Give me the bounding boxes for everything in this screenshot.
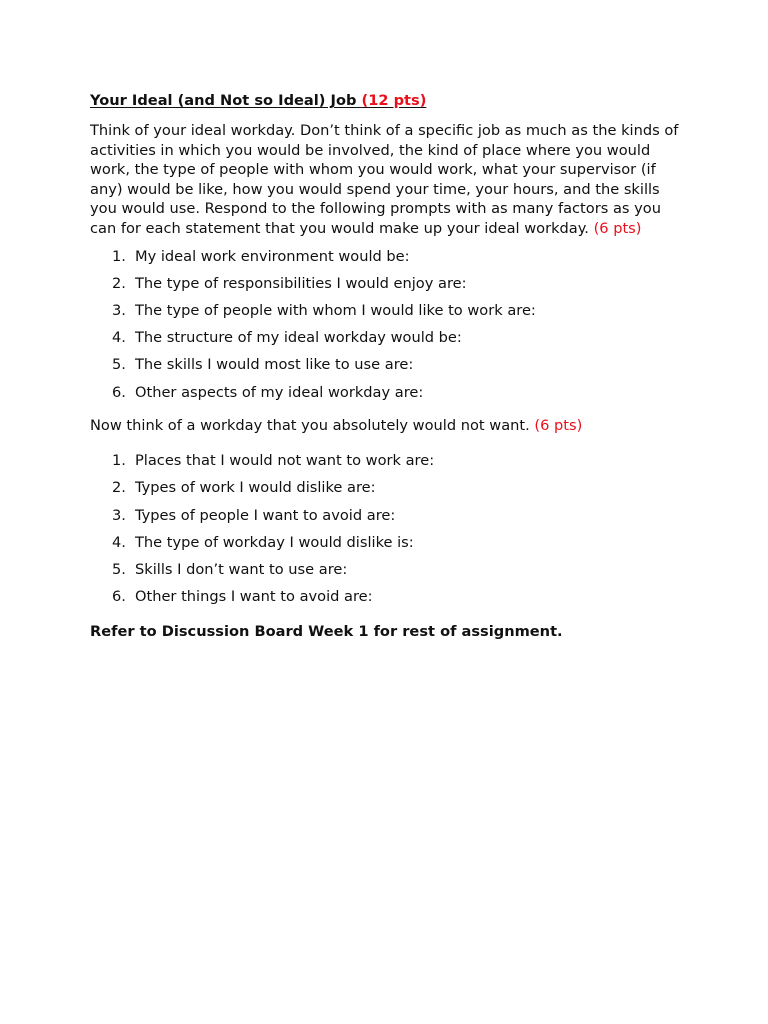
list-number: 1. [112,452,126,470]
list-number: 3. [112,301,126,319]
not-ideal-workday-list [90,451,690,614]
list-text: The skills I would most like to use are: [135,356,414,374]
list-item [90,451,690,478]
list-number: 3. [112,506,126,524]
list-number: 5. [112,356,126,374]
list-text: Skills I don’t want to use are: [135,561,348,579]
list-text: My ideal work environment would be: [135,247,410,265]
intro-points: (6 pts) [593,219,642,237]
list-item [90,506,690,533]
list-number: 5. [112,561,126,579]
list-item [90,478,690,505]
list-number: 2. [112,274,126,292]
list-item [90,533,690,560]
list-text: Types of work I would dislike are: [135,479,376,497]
title-points: (12 pts) [361,92,427,109]
footer-instruction: Refer to Discussion Board Week 1 for rest of assignment. [90,623,563,641]
list-item [90,247,690,274]
list-number: 2. [112,479,126,497]
list-item [90,328,690,355]
list-text: The structure of my ideal workday would be: [135,329,462,347]
list-number: 1. [112,247,126,265]
document-title [90,91,690,111]
list-text: The type of people with whom I would like to work are: [135,301,536,319]
intro-paragraph [90,121,680,239]
list-text: Other aspects of my ideal workday are: [135,383,424,401]
list-text: Other things I want to avoid are: [135,588,373,606]
list-item [90,274,690,301]
list-item [90,383,690,410]
list-item [90,587,690,614]
list-item [90,301,690,328]
list-number: 6. [112,383,126,401]
list-item [90,355,690,382]
list-number: 4. [112,329,126,347]
not-ideal-points: (6 pts) [534,416,583,434]
list-item [90,560,690,587]
not-ideal-paragraph [90,416,690,436]
title-text: Your Ideal (and Not so Ideal) Job [90,92,357,109]
list-text: Places that I would not want to work are: [135,452,435,470]
document-page [90,91,690,642]
list-number: 4. [112,533,126,551]
intro-text: Think of your ideal workday. Don’t think of a specific job as much as the kinds of activities in which you would be involved, the kind of place where you would work, the type of people with whom you would work, what your supervisor (if any) would be like, how you would spend your time, your hours, and the skills you would use. Respond to the following prompts with as many factors as you can for each statement that you would make up your ideal workday. [90,122,679,237]
list-text: Types of people I want to avoid are: [135,506,396,524]
list-text: The type of workday I would dislike is: [135,533,414,551]
list-text: The type of responsibilities I would enjoy are: [135,274,467,292]
ideal-workday-list [90,247,690,410]
not-ideal-text: Now think of a workday that you absolutely would not want. [90,416,530,434]
list-number: 6. [112,588,126,606]
